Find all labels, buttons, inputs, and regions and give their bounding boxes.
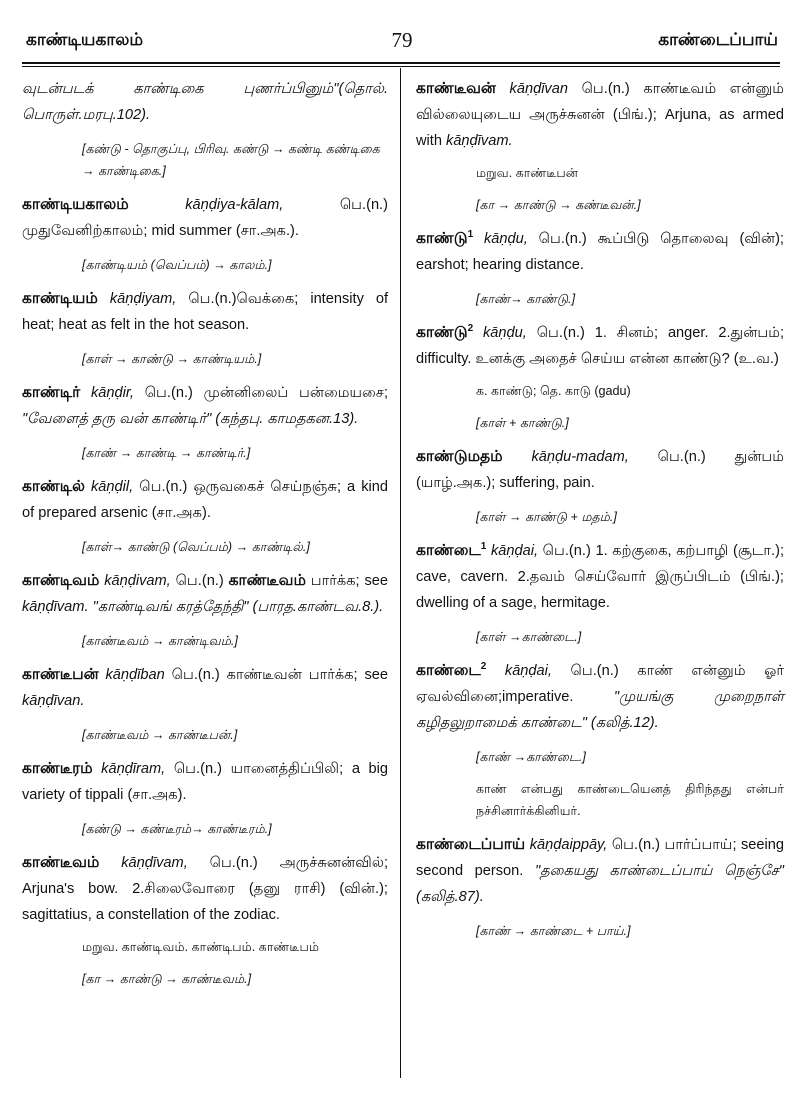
page-number: 79	[391, 28, 413, 52]
left-column	[22, 76, 388, 1000]
transliteration: kāṇḍu,	[483, 231, 528, 247]
etymology: [காண் →காண்டை.]	[476, 750, 586, 764]
dictionary-entry	[416, 832, 784, 942]
dictionary-entry	[416, 320, 784, 434]
dictionary-entry	[22, 474, 388, 558]
synonym-note: மறுவ. காண்டீபன்	[476, 166, 578, 180]
dictionary-entry	[22, 286, 388, 370]
dictionary-entry	[22, 850, 388, 990]
entry-body	[416, 444, 784, 496]
homonym-number: 1	[480, 541, 487, 553]
entry-body	[22, 850, 388, 928]
dictionary-entry	[416, 658, 784, 822]
etymology: [காண் → காண்டை + பாய்.]	[476, 924, 631, 938]
citation-quote: "வேளைத் தரு வன் காண்டிர்" (கந்தபு. காமதகன.13).	[22, 411, 359, 427]
homonym-number: 2	[467, 323, 474, 335]
entry-body	[416, 76, 784, 154]
definition: பெ.(n.)வெக்கை; intensity of heat; heat as felt in the hot season.	[22, 291, 389, 333]
running-head-right: காண்டைப்பாய்	[658, 30, 778, 49]
definition: பெ.(n.) பார்ப்பாய்; seeing second person.	[416, 837, 784, 879]
definition: பெ.(n.) கூப்பிடு தொலைவு (வின்); earshot; hearing distance.	[416, 231, 784, 273]
etymology: [காண்→ காண்டு.]	[476, 292, 576, 306]
right-column	[416, 76, 784, 952]
entry-body	[22, 568, 388, 620]
etymology: [கண்டு → கண்டீரம்→ காண்டீரம்.]	[82, 822, 272, 836]
transliteration: kāṇḍai,	[490, 543, 539, 559]
headword: காண்டீபன்	[22, 666, 99, 683]
definition: பெ.(n.) யானைத்திப்பிலி; a big variety of tippali (சா.அக).	[22, 761, 388, 803]
header-rule	[22, 62, 780, 67]
cross-reference: காண்டீவம்	[228, 572, 306, 589]
dictionary-entry	[416, 226, 784, 310]
etymology: [கா → காண்டு → கண்டீவன்.]	[476, 198, 641, 212]
definition-tail: பார்க்க; see	[310, 573, 388, 589]
transliteration-ref: kāṇḍīvam.	[446, 133, 513, 149]
dictionary-entry	[22, 568, 388, 652]
citation-quote: "காண்டிவங் கரத்தேந்தி" (பாரத.காண்டவ.8.).	[92, 599, 384, 615]
entry-body	[416, 538, 784, 616]
transliteration: kāṇḍiya-kālam,	[185, 197, 284, 213]
entry-body	[22, 474, 388, 526]
etymology: [காள் →காண்டை.]	[476, 630, 582, 644]
transliteration: kāṇḍai,	[504, 663, 552, 679]
transliteration: kāṇḍīvam,	[121, 855, 188, 871]
entry-body	[416, 832, 784, 910]
homonym-number: 1	[467, 229, 474, 241]
synonym-note: மறுவ. காண்டிவம். காண்டிபம். காண்டீபம்	[82, 940, 319, 954]
column-divider	[400, 68, 401, 1078]
transliteration: kāṇḍīban	[105, 667, 165, 683]
definition: பெ.(n.) காண் என்னும் ஓர் ஏவல்வினை;imperative.	[416, 663, 785, 705]
definition: பெ.(n.) 1. கற்குகை, கற்பாழி (சூடா.); cave, cavern. 2.தவம் செய்வோர் இருப்பிடம் (பிங்.); dwelling of a sage, hermitage.	[416, 543, 785, 611]
headword: காண்டிர்	[22, 384, 81, 401]
headword: காண்டை	[416, 542, 481, 559]
dictionary-entry	[22, 192, 388, 276]
dictionary-entry	[416, 76, 784, 216]
transliteration: kāṇḍu-madam,	[531, 449, 629, 465]
commentary-note: காண் என்பது காண்டையெனத் திரிந்தது என்பர் நச்சினார்க்கினியர்.	[476, 782, 784, 818]
dictionary-entry	[416, 538, 784, 648]
etymology: [காண் → காண்டி → காண்டிர்.]	[82, 446, 251, 460]
transliteration: kāṇḍiyam,	[109, 291, 177, 307]
entry-body	[22, 756, 388, 808]
definition: பெ.(n.)	[175, 573, 224, 589]
transliteration: kāṇḍivam,	[104, 573, 171, 589]
entry-body	[416, 658, 784, 736]
dictionary-entry	[22, 380, 388, 464]
entry-body	[22, 662, 388, 714]
headword: காண்டை	[416, 662, 481, 679]
page-header	[26, 30, 778, 58]
continued-quote: வுடன்படக் காண்டிகை புணர்ப்பினும்"(தொல். பொருள்.மரபு.102).	[22, 81, 388, 123]
headword: காண்டில்	[22, 478, 85, 495]
definition: பெ.(n.) காண்டீவன் பார்க்க; see	[171, 667, 388, 683]
transliteration: kāṇḍaippāy,	[529, 837, 608, 853]
running-head-left: காண்டியகாலம்	[26, 30, 144, 49]
cognate-note: க. காண்டு; தெ. காடு (gadu)	[476, 384, 631, 398]
transliteration: kāṇḍīvan	[509, 81, 568, 97]
entry-body	[416, 320, 784, 372]
citation-quote: "தகையது காண்டைப்பாய் நெஞ்சே" (கலித்.87).	[416, 863, 784, 905]
entry-body	[22, 192, 388, 244]
transliteration-ref: kāṇḍīvan.	[22, 693, 85, 709]
transliteration: kāṇḍil,	[91, 479, 134, 495]
definition: பெ.(n.) துன்பம் (யாழ்.அக.); suffering, pain.	[416, 449, 784, 491]
entry-body	[22, 286, 388, 338]
headword: காண்டீரம்	[22, 760, 93, 777]
headword: காண்டியம்	[22, 290, 98, 307]
headword: காண்டைப்பாய்	[416, 836, 526, 853]
definition: பெ.(n.) முன்னிலைப் பன்மையசை;	[144, 385, 388, 401]
headword: காண்டிவம்	[22, 572, 100, 589]
definition: பெ.(n.) அருச்சுனன்வில்; Arjuna's bow. 2.சிலைவோரை (தனு ராசி) (வின்.); sagittatius, a constellation of the zodiac.	[22, 855, 389, 923]
continued-entry	[22, 76, 388, 182]
definition: பெ.(n.) முதுவேனிற்காலம்; mid summer (சா.அக.).	[22, 197, 388, 239]
transliteration-ref: kāṇḍīvam.	[22, 599, 89, 615]
etymology: [கா → காண்டு → காண்டீவம்.]	[82, 972, 252, 986]
etymology: [காண்டீவம் → காண்டீபன்.]	[82, 728, 238, 742]
dictionary-entry	[22, 662, 388, 746]
homonym-number: 2	[480, 661, 487, 673]
headword: காண்டுமதம்	[416, 448, 503, 465]
etymology: [காள்→ காண்டு (வெப்பம்) → காண்டில்.]	[82, 540, 310, 554]
definition: பெ.(n.) காண்டீவம் என்னும் வில்லையுடைய அருச்சுனன் (பிங்.); Arjuna, as armed with	[416, 81, 785, 149]
definition: பெ.(n.) ஒருவகைச் செய்நஞ்சு; a kind of prepared arsenic (சா.அக).	[22, 479, 388, 521]
headword: காண்டீவம்	[22, 854, 100, 871]
headword: காண்டு	[416, 230, 468, 247]
citation-quote: "முயங்கு முறைநாள் கழிதலுறாமைக் காண்டை" (கலித்.12).	[416, 689, 784, 731]
etymology: [காள் → காண்டு → காண்டியம்.]	[82, 352, 262, 366]
etymology: [காண்டீவம் → காண்டிவம்.]	[82, 634, 238, 648]
dictionary-entry	[416, 444, 784, 528]
headword: காண்டியகாலம்	[22, 196, 129, 213]
etymology: [காள் → காண்டு + மதம்.]	[476, 510, 617, 524]
transliteration: kāṇḍīram,	[101, 761, 166, 777]
entry-body	[416, 226, 784, 278]
headword: காண்டு	[416, 324, 468, 341]
etymology: [கண்டு - தொகுப்பு, பிரிவு. கண்டு → கண்டி கண்டிகை → காண்டிகை.]	[82, 142, 380, 178]
dictionary-entry	[22, 756, 388, 840]
entry-body	[22, 380, 388, 432]
definition: பெ.(n.) 1. சினம்; anger. 2.துன்பம்; difficulty. உனக்கு அதைச் செய்ய என்ன காண்டு? (உ.வ.)	[416, 325, 784, 367]
transliteration: kāṇḍir,	[90, 385, 134, 401]
etymology: [காண்டியம் (வெப்பம்) → காலம்.]	[82, 258, 272, 272]
headword: காண்டீவன்	[416, 80, 496, 97]
transliteration: kāṇḍu,	[483, 325, 527, 341]
etymology: [காள் + காண்டு.]	[476, 416, 569, 430]
